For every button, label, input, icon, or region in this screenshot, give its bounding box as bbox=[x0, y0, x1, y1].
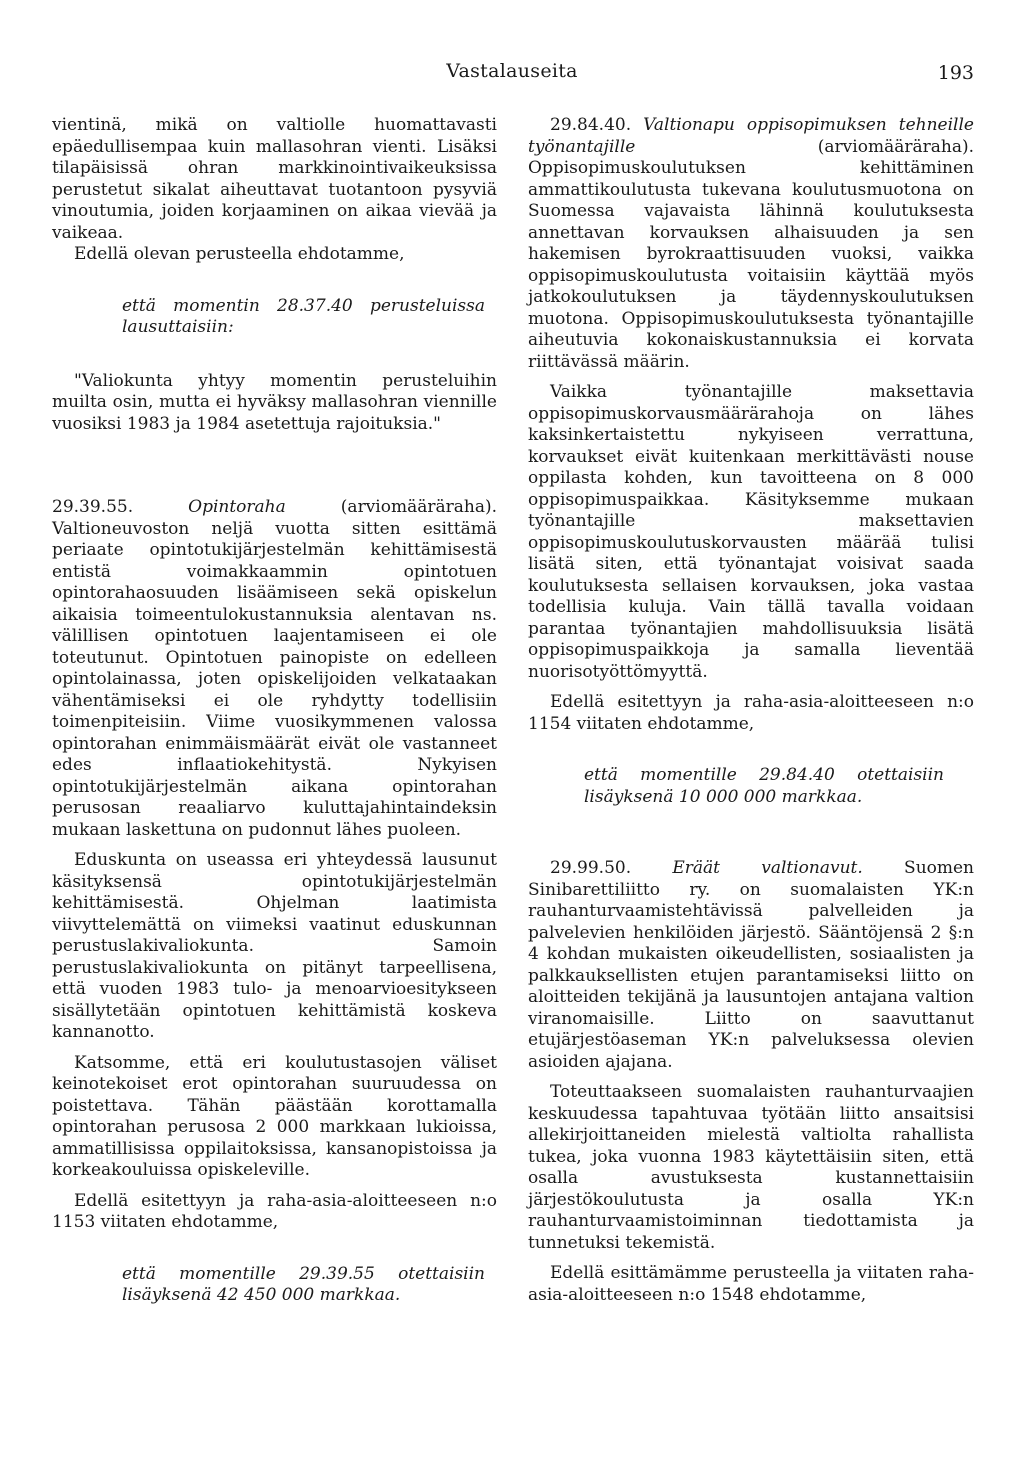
section-heading bbox=[52, 497, 497, 841]
proposal: että momentille 29.84.40 otettaisiin lisäyksenä 10 000 000 markkaa. bbox=[584, 765, 944, 807]
paragraph: Vaikka työnantajille maksettavia oppisopimuskorvausmäärärahoja on lähes kaksinkertaistettu nykyiseen verrattuna, korvaukset eivät kuitenkaan merkittävästi nouse oppilasta kohden, kun tavoitteena on 8 000 oppisopimuspaikkaa. Käsityksemme mukaan työnantajille maksettavien oppisopimuskoulutuskorvausten määrää tulisi lisätä siten, että työnantajat voisivat saada koulutuksesta sellaisen korvauksen, joka vastaa todellisia kuluja. Vain tällä tavalla voidaan parantaa työnantajien mahdollisuuksia lisätä oppisopimuspaikkoja ja samalla lieventää nuorisotyöttömyyttä. bbox=[528, 382, 974, 682]
paragraph: Toteuttaakseen suomalaisten rauhanturvaajien keskuudessa tapahtuvaa työtään liitto ansaitsisi allekirjoittaneiden mielestä valtiolta rahallista tukea, joka vuonna 1983 käytettäisiin siten, että osalla avustuksesta kustannettaisiin järjestökoulutusta ja osalla YK:n rauhanturvaamistoiminnan tiedottamista ja tunnetuksi tekemistä. bbox=[528, 1082, 974, 1253]
section-note: (arviomääräraha). bbox=[817, 136, 974, 157]
paragraph: Edellä esitettyyn ja raha-asia-aloitteeseen n:o 1153 viitaten ehdotamme, bbox=[52, 1190, 497, 1232]
right-column bbox=[528, 115, 974, 1306]
section-text: Suomen Sinibarettiliitto ry. on suomalaisten YK:n rauhanturvaamistehtävissä palvelleiden ja palvelevien henkilöiden järjestö. Sääntöjensä 2 §:n 4 kohdan mukaisten oikeudellisten, sosiaalisten ja palkkauksellisten etujen parantamiseksi liitto on aloitteiden tekijänä ja lausuntojen antajana valtion viranomaisille. Liitto on saavuttanut etujärjestöaseman YK:n palveluksessa olevien asioiden ajajana. bbox=[528, 858, 975, 1072]
section-text: Oppisopimuskoulutuksen kehittäminen ammattikoulutusta tukevana koulutusmuotona on Suomessa vajavaista lähinnä koulutuksesta annettavan korvauksen alhaisuuden ja sen hakemisen byrokraattisuuden vuoksi, vaikka oppisopimuskoulutusta voitaisiin käyttää myös jatkokoulutuksen ja täydennyskoulutuksen muotona. Oppisopimuskoulutuksesta työnantajille aiheutuvia kokonaiskustannuksia ei korvata riittävässä määrin. bbox=[528, 158, 974, 372]
section-number: 29.39.55. bbox=[52, 497, 134, 517]
section-heading bbox=[528, 115, 974, 373]
paragraph: Edellä olevan perusteella ehdotamme, bbox=[74, 244, 405, 264]
page-number: 193 bbox=[937, 62, 974, 84]
section-note: (arviomääräraha). bbox=[340, 497, 498, 517]
section-title: Valtionapu oppisopimuksen tehneille työnantajille bbox=[528, 115, 974, 157]
proposal: että momentille 29.39.55 otettaisiin lisäyksenä 42 450 000 markkaa. bbox=[122, 1263, 485, 1305]
paragraph: Katsomme, että eri koulutustasojen väliset keinotekoiset erot opintorahan suuruudessa on poistettava. Tähän päästään korottamalla opintorahan perusosa 2 000 markkaan lukioissa, ammatillisissa oppilaitoksissa, kansanopistoissa ja korkeakouluissa opiskeleville. bbox=[52, 1052, 497, 1180]
section-title: Opintoraha bbox=[188, 497, 286, 517]
proposal: että momentin 28.37.40 perusteluissa lausuttaisiin: bbox=[122, 295, 485, 337]
left-column bbox=[52, 115, 497, 1307]
paragraph: Edellä esitettyyn ja raha-asia-aloitteeseen n:o 1154 viitaten ehdotamme, bbox=[528, 692, 974, 734]
section-number: 29.99.50. bbox=[550, 858, 632, 878]
quote: "Valiokunta yhtyy momentin perusteluihin muilta osin, mutta ei hyväksy mallasohran viennille vuosiksi 1983 ja 1984 asetettuja rajoituksia." bbox=[52, 370, 497, 434]
paragraph: vientinä, mikä on valtiolle huomattavasti epäedullisempaa kuin mallasohran vienti. Lisäksi tilapäisissä ohran markkinointivaikeuksissa perustetut sikalat aiheuttavat tuotantoon pysyviä vinoutumia, joiden korjaaminen on aikaa vievää ja vaikeaa. bbox=[52, 115, 497, 243]
section-title: Eräät valtionavut. bbox=[672, 858, 863, 878]
section-number: 29.84.40. bbox=[550, 115, 632, 135]
section-heading bbox=[528, 858, 974, 1073]
paragraph: Eduskunta on useassa eri yhteydessä lausunut käsityksensä opintotukijärjestelmän kehittämisestä. Ohjelman laatimista viivyttelemättä on viimeksi vaatinut eduskunnan perustuslakivaliokunta. Samoin perustuslakivaliokunta on pitänyt tarpeellisena, että vuoden 1983 tulo- ja menoarvioesitykseen sisällytetään opintotuen kehittämistä koskeva kannanotto. bbox=[52, 850, 497, 1042]
paragraph: Edellä esittämämme perusteella ja viitaten raha-asia-aloitteeseen n:o 1548 ehdotamme, bbox=[528, 1263, 974, 1305]
section-text: Valtioneuvoston neljä vuotta sitten esittämä periaate opintotukijärjestelmän kehittämisestä entistä voimakkaammin opintotuen opintorahaosuuden lisäämiseen sekä opiskelun aikaisia toimeentulokustannuksia alentavan ns. välillisen opintotuen laajentamiseen ei ole toteutunut. Opintotuen painopiste on edelleen opintolainassa, joten opiskelijoiden velkataakan vähentämiseksi ei ole ryhdytty todellisiin toimenpiteisiin. Viime vuosikymmenen valossa opintorahan enimmäismäärät eivät ole vastanneet edes inflaatiokehitystä. Nykyisen opintotukijärjestelmän aikana opintorahan perusosan reaaliarvo kuluttajahintaindeksin mukaan laskettuna on pudonnut lähes puoleen. bbox=[52, 518, 497, 840]
running-header: Vastalauseita bbox=[446, 60, 578, 82]
